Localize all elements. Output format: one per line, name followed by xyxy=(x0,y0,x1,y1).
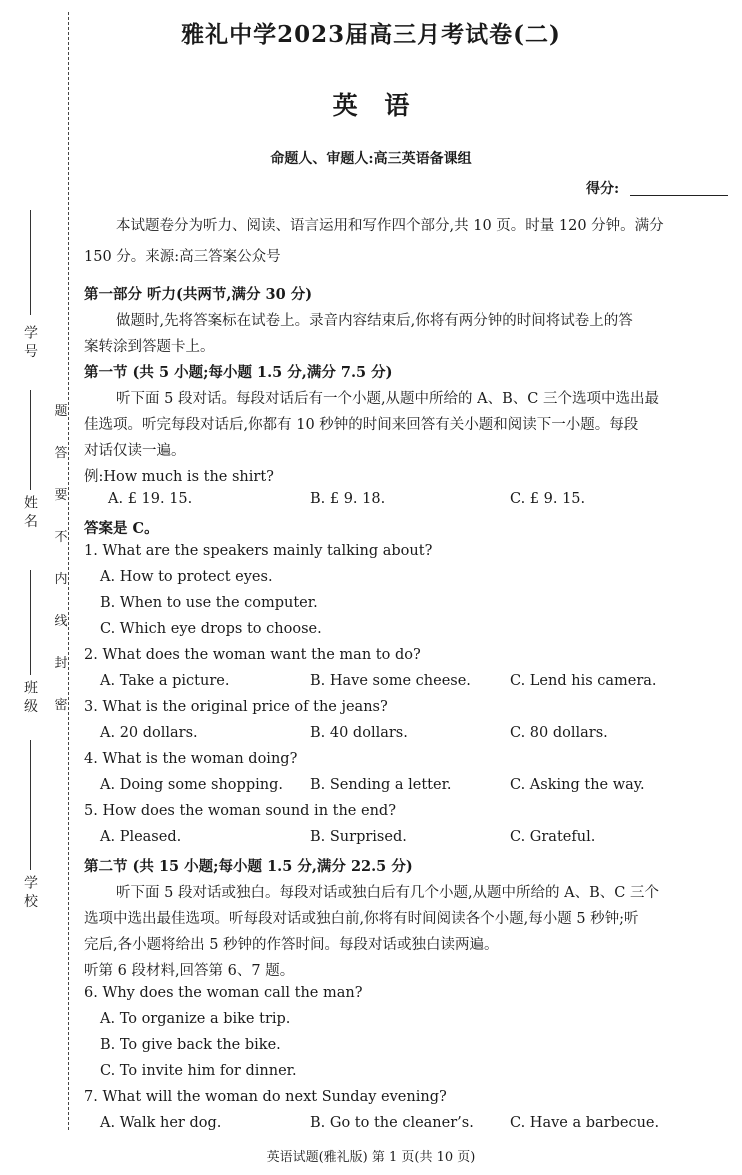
question: 4. What is the woman doing? xyxy=(84,751,298,767)
section2-instruction: 听下面 5 段对话或独白。每段对话或独白后有几个小题,从题中所给的 A、B、C 三个 xyxy=(116,885,659,901)
setters-line: 命题人、审题人:高三英语备课组 xyxy=(270,151,472,167)
example-answer: 答案是 C。 xyxy=(84,520,159,537)
question: 5. How does the woman sound in the end? xyxy=(84,803,396,819)
question: 3. What is the original price of the jeans? xyxy=(84,699,388,715)
section2-instruction: 选项中选出最佳选项。听每段对话或独白前,你将有时间阅读各个小题,每小题 5 秒钟;听 xyxy=(84,911,639,927)
option: A. Pleased. xyxy=(100,829,182,845)
option: C. Lend his camera. xyxy=(510,673,657,689)
score-label: 得分: xyxy=(586,181,620,197)
option: B. 40 dollars. xyxy=(310,725,408,741)
option: A. How to protect eyes. xyxy=(100,569,273,585)
seal-char: 密 xyxy=(54,698,68,713)
option: B. Have some cheese. xyxy=(310,673,471,689)
seal-char: 封 xyxy=(54,656,68,671)
class-field[interactable] xyxy=(30,570,31,675)
example-option: A. £ 19. 15. xyxy=(108,491,193,507)
example-option: B. £ 9. 18. xyxy=(310,491,386,507)
question: 2. What does the woman want the man to do? xyxy=(84,647,421,663)
option: B. Sending a letter. xyxy=(310,777,452,793)
question: 7. What will the woman do next Sunday evening? xyxy=(84,1089,447,1105)
example-option: C. £ 9. 15. xyxy=(510,491,586,507)
seal-char: 要 xyxy=(54,488,68,503)
material-note: 听第 6 段材料,回答第 6、7 题。 xyxy=(84,963,295,979)
option: C. 80 dollars. xyxy=(510,725,608,741)
name-label: 姓 名 xyxy=(22,495,38,528)
option: C. Have a barbecue. xyxy=(510,1115,660,1131)
seal-char: 不 xyxy=(54,530,68,545)
option: A. Walk her dog. xyxy=(100,1115,222,1131)
section1-instruction: 听下面 5 段对话。每段对话后有一个小题,从题中所给的 A、B、C 三个选项中选出最 xyxy=(116,391,659,407)
intro-line: 本试题卷分为听力、阅读、语言运用和写作四个部分,共 10 页。时量 120 分钟。满分 xyxy=(116,218,664,234)
student-number-label: 学 号 xyxy=(22,325,38,358)
school-label: 学 校 xyxy=(22,875,38,908)
exam-title: 雅礼中学2023届高三月考试卷(二) xyxy=(181,21,561,48)
section2-heading: 第二节 (共 15 小题;每小题 1.5 分,满分 22.5 分) xyxy=(84,858,413,875)
section1-instruction: 对话仅读一遍。 xyxy=(84,443,186,459)
option: A. 20 dollars. xyxy=(100,725,198,741)
option: B. Surprised. xyxy=(310,829,407,845)
seal-char: 答 xyxy=(54,446,68,461)
part1-instruction: 做题时,先将答案标在试卷上。录音内容结束后,你将有两分钟的时间将试卷上的答 xyxy=(116,313,633,329)
section1-heading: 第一节 (共 5 小题;每小题 1.5 分,满分 7.5 分) xyxy=(84,364,393,381)
question: 6. Why does the woman call the man? xyxy=(84,985,363,1001)
option: B. When to use the computer. xyxy=(100,595,318,611)
seal-char: 题 xyxy=(54,404,68,419)
student-number-field[interactable] xyxy=(30,210,31,315)
option: C. Which eye drops to choose. xyxy=(100,621,322,637)
score-field[interactable] xyxy=(630,195,728,196)
option: B. Go to the cleaner’s. xyxy=(310,1115,474,1131)
subject-title: 英 语 xyxy=(332,91,410,120)
part1-instruction: 案转涂到答题卡上。 xyxy=(84,339,215,355)
option: B. To give back the bike. xyxy=(100,1037,281,1053)
option: C. Asking the way. xyxy=(510,777,645,793)
name-field[interactable] xyxy=(30,390,31,490)
option: A. Take a picture. xyxy=(100,673,230,689)
class-label: 班 级 xyxy=(22,680,38,713)
option: C. To invite him for dinner. xyxy=(100,1063,297,1079)
section2-instruction: 完后,各小题将给出 5 秒钟的作答时间。每段对话或独白读两遍。 xyxy=(84,937,499,953)
school-field[interactable] xyxy=(30,740,31,870)
option: A. Doing some shopping. xyxy=(100,777,283,793)
part1-heading: 第一部分 听力(共两节,满分 30 分) xyxy=(84,286,313,303)
seal-char: 内 xyxy=(54,572,68,587)
option: C. Grateful. xyxy=(510,829,596,845)
seal-char: 线 xyxy=(54,614,68,629)
question: 1. What are the speakers mainly talking about? xyxy=(84,543,433,559)
section1-instruction: 佳选项。听完每段对话后,你都有 10 秒钟的时间来回答有关小题和阅读下一小题。每段 xyxy=(84,417,639,433)
intro-line: 150 分。来源:高三答案公众号 xyxy=(84,249,281,265)
option: A. To organize a bike trip. xyxy=(100,1011,291,1027)
example-question: 例:How much is the shirt? xyxy=(84,469,274,485)
page-footer: 英语试题(雅礼版) 第 1 页(共 10 页) xyxy=(266,1150,476,1165)
